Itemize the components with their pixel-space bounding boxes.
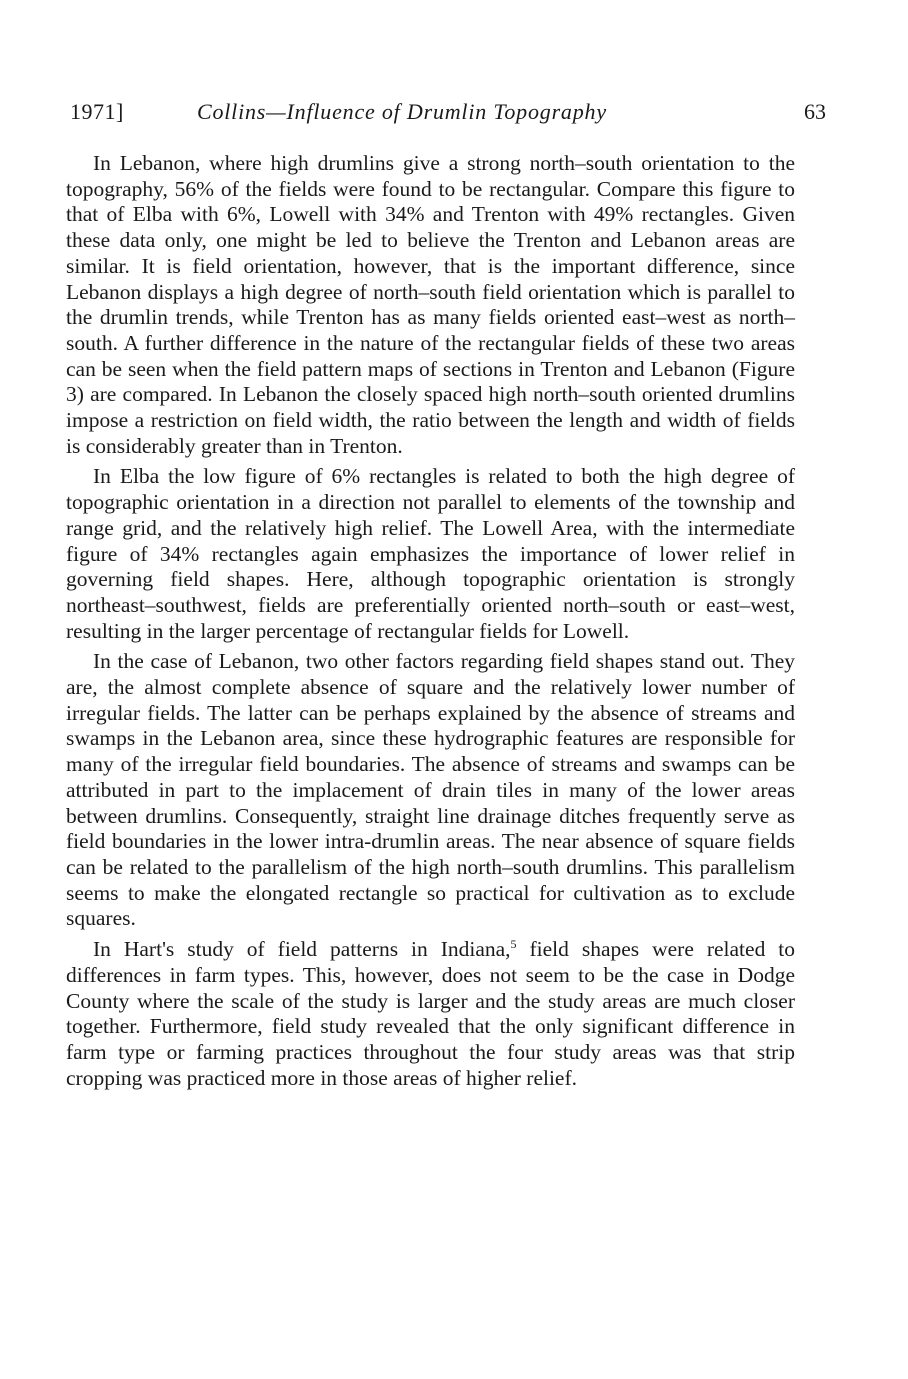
page-number: 63 (804, 99, 826, 124)
paragraph-lebanon-factors: In the case of Lebanon, two other factors regarding field shapes stand out. They are, the almost complete absence of square and the relatively lower number of irregular fields. The latter can be perhaps explained by the absence of streams and swamps in the Lebanon area, since these hydrographic features are responsible for many of the irregular field boundaries. The absence of streams and swamps can be attributed in part to the implacement of drain tiles in many of the lower areas between drumlins. Consequently, straight line drainage ditches frequently serve as field boundaries in the lower intra-drumlin areas. The near absence of square fields can be related to the parallelism of the high north–south drumlins. This parallelism seems to make the elongated rectangle so practical for cultivation as to exclude squares. (66, 649, 795, 931)
paragraph-text-before-footnote: In Hart's study of field patterns in Indiana, (93, 937, 511, 962)
paragraph-hart-study (66, 937, 795, 1091)
paragraph-text-after-footnote: field shapes were related to differences in farm types. This, however, does not seem to be the case in Dodge County where the scale of the study is larger and the study areas are much closer together. Furthermore, field study revealed that the only significant difference in farm type or farming practices throughout the four study areas was that strip cropping was practiced more in those areas of higher relief. (66, 937, 795, 1090)
running-head-year: 1971] (70, 99, 124, 124)
running-head (70, 96, 826, 128)
paragraph-lebanon-orientation: In Lebanon, where high drumlins give a strong north–south orientation to the topography, 56% of the fields were found to be rectangular. Compare this figure to that of Elba with 6%, Lowell with 34% and Trenton with 49% rectangles. Given these data only, one might be led to believe the Trenton and Lebanon areas are similar. It is field orientation, however, that is the important difference, since Lebanon displays a high degree of north–south field orientation which is parallel to the drumlin trends, while Trenton has as many fields oriented east–west as north–south. A further difference in the nature of the rectangular fields of these two areas can be seen when the field pattern maps of sections in Trenton and Lebanon (Figure 3) are compared. In Lebanon the closely spaced high north–south oriented drumlins impose a restriction on field width, the ratio between the length and width of fields is considerably greater than in Trenton. (66, 151, 795, 458)
article-body (66, 151, 795, 1096)
footnote-reference: 5 (510, 936, 517, 951)
running-head-title: Collins—Influence of Drumlin Topography (197, 99, 607, 124)
paragraph-elba-lowell: In Elba the low figure of 6% rectangles is related to both the high degree of topographic orientation in a direction not parallel to elements of the township and range grid, and the relatively high relief. The Lowell Area, with the intermediate figure of 34% rectangles again emphasizes the importance of lower relief in governing field shapes. Here, although topographic orientation is strongly northeast–southwest, fields are preferentially oriented north–south or east–west, resulting in the larger percentage of rectangular fields for Lowell. (66, 464, 795, 643)
